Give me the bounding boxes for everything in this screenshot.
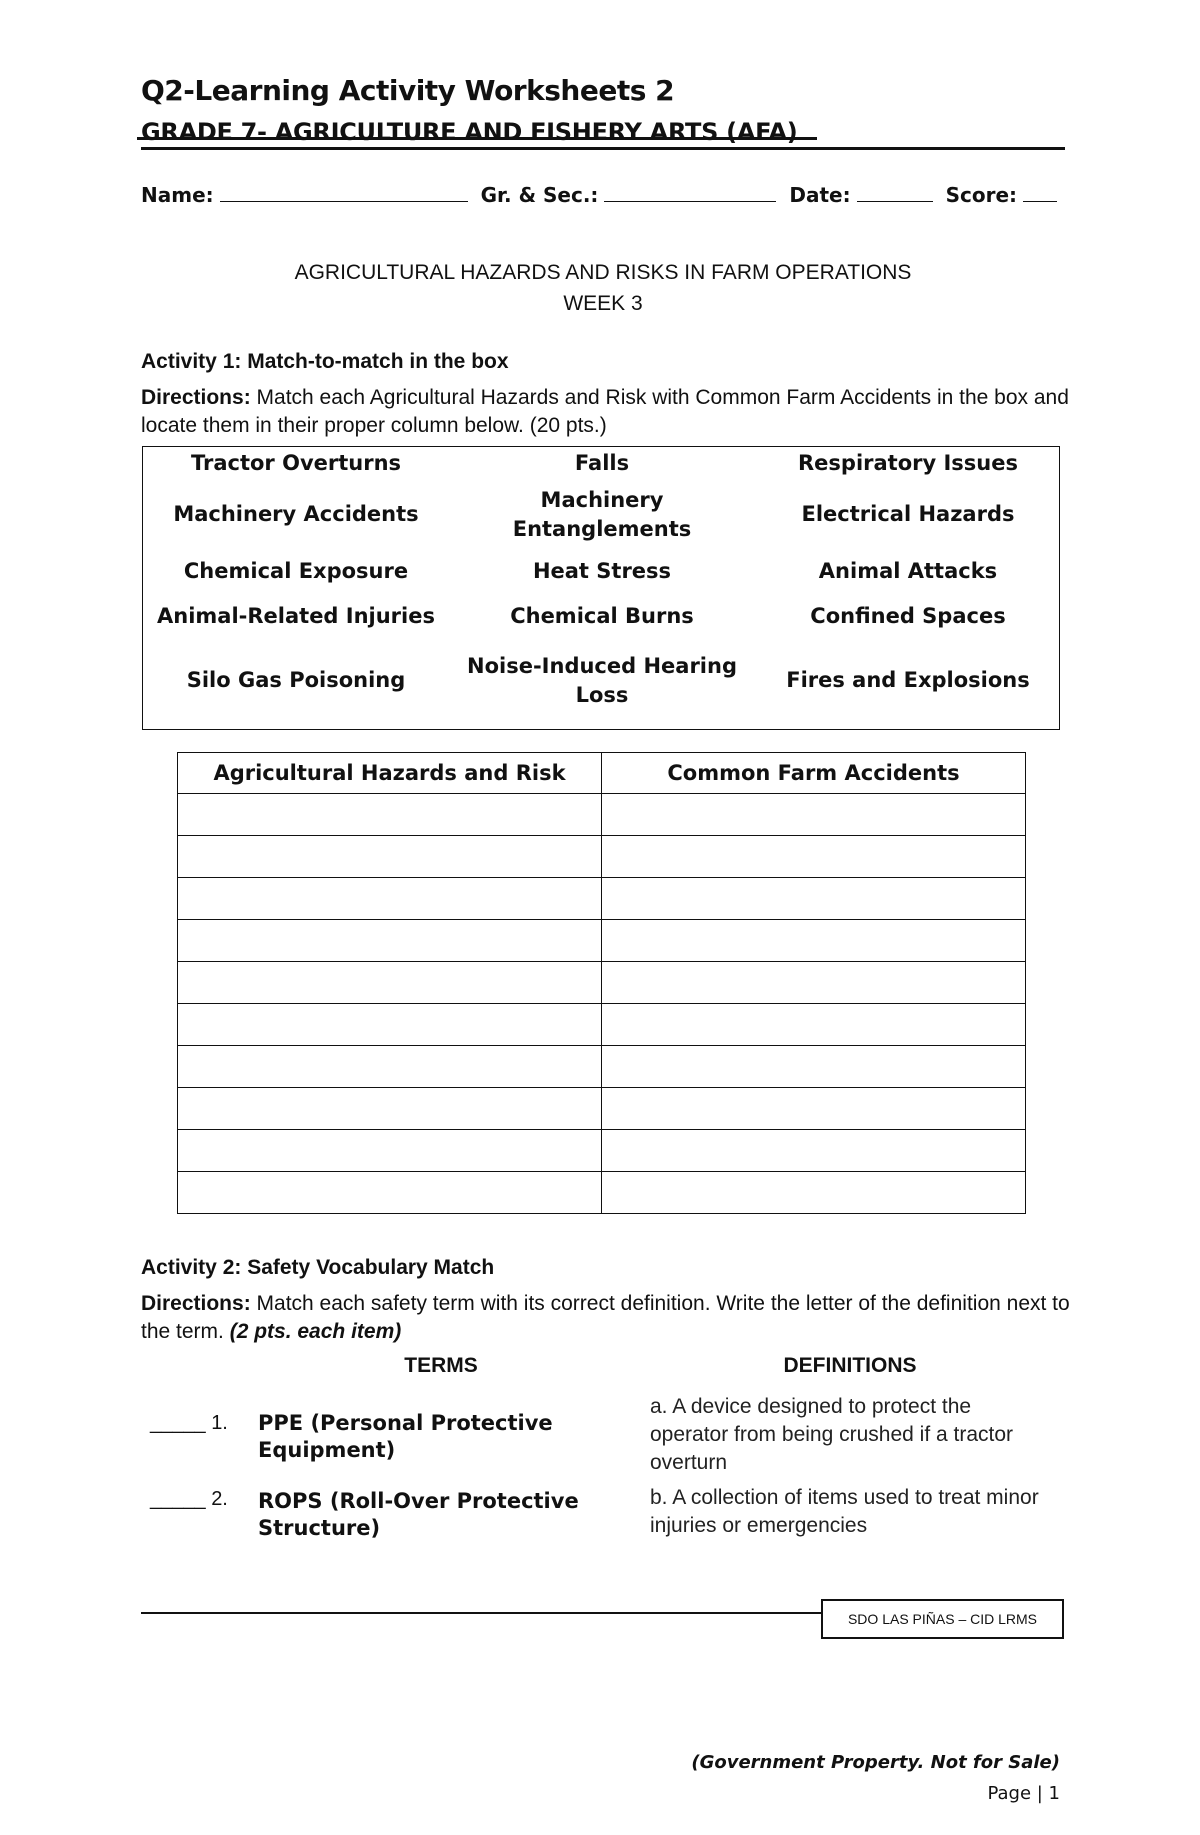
answer-table <box>177 752 1026 1214</box>
definition-text: a. A device designed to protect the operator from being crushed if a tractor overturn <box>650 1395 1014 1474</box>
answer-cell[interactable] <box>178 1088 602 1130</box>
directions-label: Directions: <box>141 386 251 409</box>
answer-blank[interactable]: _____ 2. <box>150 1488 228 1510</box>
terms-header: TERMS <box>404 1354 478 1377</box>
table-row <box>178 1046 1026 1088</box>
activity2-directions <box>141 1290 1071 1346</box>
hazards-column-header: Agricultural Hazards and Risk <box>178 753 602 794</box>
box-item: Respiratory Issues <box>798 450 1018 475</box>
table-row <box>178 1004 1026 1046</box>
box-item: Fires and Explosions <box>786 668 1030 692</box>
table-row <box>178 794 1026 836</box>
answer-cell[interactable] <box>602 1088 1026 1130</box>
answer-cell[interactable] <box>602 1172 1026 1214</box>
table-row <box>178 1130 1026 1172</box>
page-number: Page | 1 <box>987 1783 1060 1804</box>
answer-cell[interactable] <box>178 920 602 962</box>
box-item: Animal Attacks <box>818 559 998 583</box>
accidents-column-header: Common Farm Accidents <box>602 753 1026 794</box>
definitions-header: DEFINITIONS <box>783 1354 917 1377</box>
box-item: Tractor Overturns <box>190 450 402 475</box>
answer-cell[interactable] <box>602 962 1026 1004</box>
box-item: Noise-Induced Hearing Loss <box>467 653 737 707</box>
definition-text: b. A collection of items used to treat minor injuries or emergencies <box>650 1486 1039 1537</box>
directions-text: Match each Agricultural Hazards and Risk with Common Farm Accidents in the box and locate them in their proper column below. (20 pts.) <box>141 386 1069 437</box>
name-label: Name: <box>141 183 214 207</box>
answer-cell[interactable] <box>602 794 1026 836</box>
answer-cell[interactable] <box>178 1172 602 1214</box>
heading-strike-line <box>137 137 817 140</box>
office-label: SDO LAS PIÑAS – CID LRMS <box>821 1599 1064 1639</box>
directions-points: (2 pts. each item) <box>229 1320 402 1343</box>
date-label: Date: <box>789 183 851 207</box>
activity2-heading: Activity 2: Safety Vocabulary Match <box>141 1256 495 1279</box>
answer-cell[interactable] <box>178 836 602 878</box>
table-row <box>178 1172 1026 1214</box>
header-divider <box>141 147 1065 150</box>
answer-cell[interactable] <box>602 878 1026 920</box>
grade-subject-heading: GRADE 7- AGRICULTURE AND FISHERY ARTS (AFA) <box>141 118 798 146</box>
directions-label: Directions: <box>141 1292 251 1315</box>
worksheet-title: Q2-Learning Activity Worksheets 2 <box>141 74 675 107</box>
term-text: PPE (Personal Protective Equipment) <box>258 1411 553 1462</box>
table-row <box>178 962 1026 1004</box>
activity1-directions <box>141 384 1071 440</box>
score-label: Score: <box>945 183 1018 207</box>
footer-divider <box>141 1612 821 1614</box>
name-field[interactable] <box>220 183 468 202</box>
box-item: Chemical Exposure <box>183 559 409 583</box>
answer-cell[interactable] <box>602 1004 1026 1046</box>
directions-text: Match each safety term with its correct definition. Write the letter of the definition next to the term. <box>141 1292 1070 1343</box>
answer-blank[interactable]: _____ 1. <box>150 1412 228 1434</box>
box-item: Machinery Accidents <box>173 502 419 526</box>
box-item: Chemical Burns <box>510 604 694 628</box>
activity1-heading: Activity 1: Match-to-match in the box <box>141 350 509 373</box>
term-text: ROPS (Roll-Over Protective Structure) <box>258 1489 579 1540</box>
section-label: Gr. & Sec.: <box>480 183 599 207</box>
answer-cell[interactable] <box>602 920 1026 962</box>
answer-cell[interactable] <box>602 836 1026 878</box>
answer-cell[interactable] <box>178 794 602 836</box>
lesson-week: WEEK 3 <box>563 292 643 315</box>
box-item: Animal-Related Injuries <box>157 604 435 628</box>
answer-cell[interactable] <box>178 962 602 1004</box>
box-item: Electrical Hazards <box>801 502 1015 526</box>
score-field[interactable] <box>1023 183 1057 202</box>
box-item: Falls <box>574 450 630 475</box>
box-item: Heat Stress <box>532 559 672 583</box>
box-item: Silo Gas Poisoning <box>186 668 406 692</box>
table-row <box>178 1088 1026 1130</box>
date-field[interactable] <box>857 183 933 202</box>
table-row <box>178 920 1026 962</box>
answer-cell[interactable] <box>178 1004 602 1046</box>
answer-cell[interactable] <box>602 1046 1026 1088</box>
government-property-notice: (Government Property. Not for Sale) <box>691 1752 1060 1773</box>
table-row <box>178 836 1026 878</box>
table-row <box>178 878 1026 920</box>
lesson-title: AGRICULTURAL HAZARDS AND RISKS IN FARM OPERATIONS <box>294 261 912 284</box>
box-item: Machinery Entanglements <box>512 487 692 541</box>
student-info-line <box>141 183 1063 207</box>
answer-cell[interactable] <box>178 878 602 920</box>
box-item: Confined Spaces <box>810 604 1006 628</box>
word-box <box>142 446 1060 730</box>
answer-cell[interactable] <box>602 1130 1026 1172</box>
answer-cell[interactable] <box>178 1130 602 1172</box>
answer-cell[interactable] <box>178 1046 602 1088</box>
section-field[interactable] <box>604 183 776 202</box>
